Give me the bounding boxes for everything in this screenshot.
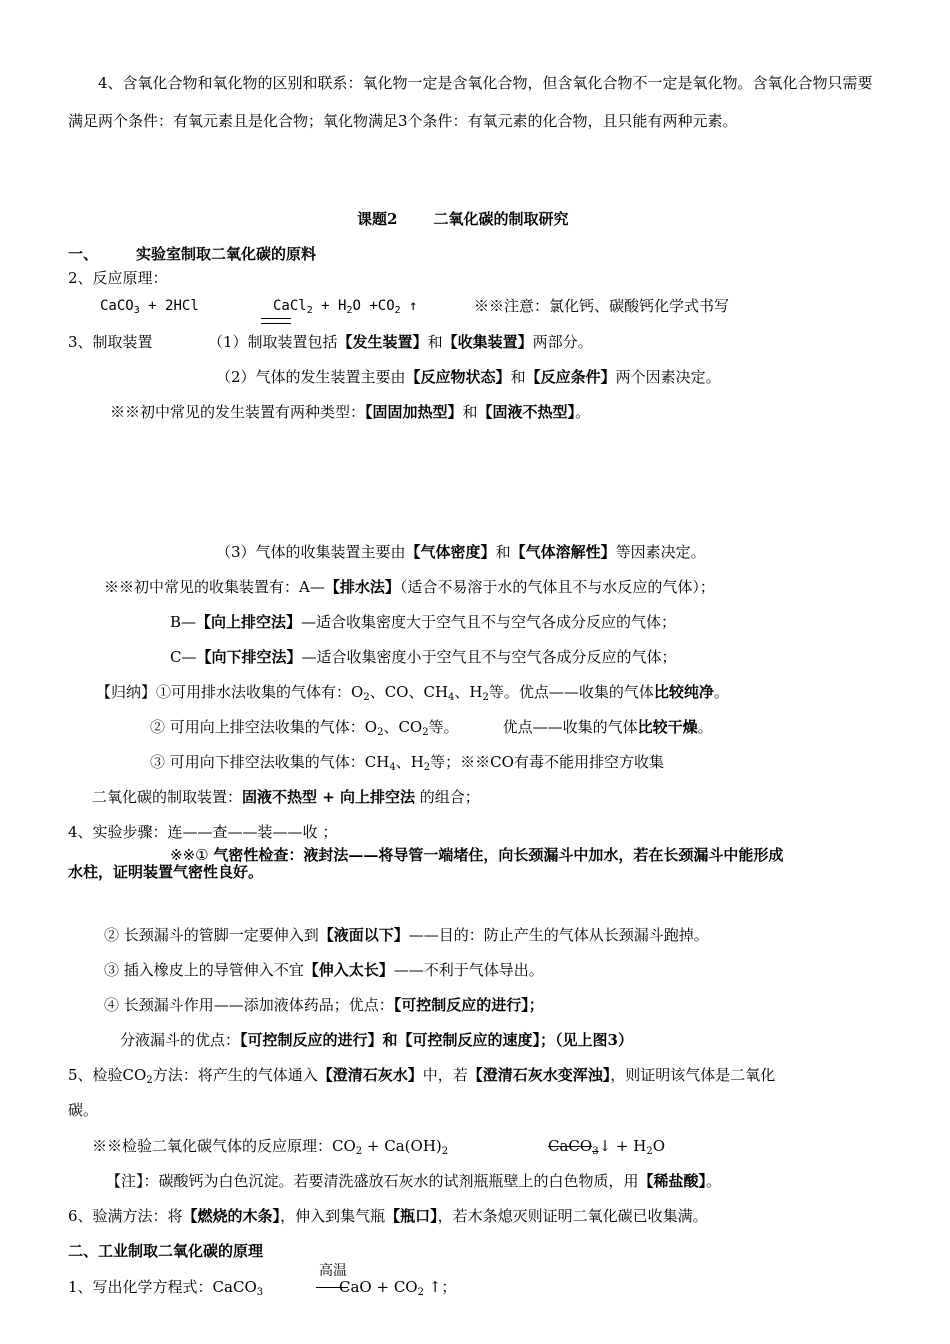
lesson-number: 课题2 [357,210,398,228]
setup-line-5: ※※初中常见的收集装置有：A—【排水法】（适合不易溶于水的气体且不与水反应的气体）； [104,578,715,596]
paragraph-oxide-difference: 4、含氧化合物和氧化物的区别和联系：氧化物一定是含氧化合物，但含氧化合物不一定是氧化物。含氧化合物只需要满足两个条件：有氧元素且是化合物；氧化物满足3个条件：有氧元素的化合物，且只能有两种元素。 [68,74,873,130]
industrial-equation-left: 1、写出化学方程式：CaCO$_3$ [68,1278,264,1298]
section-one-title: 实验室制取二氧化碳的原料 [136,245,317,263]
lesson-title: 二氧化碳的制取研究 [433,210,569,228]
steps-line-3: ③ 插入橡皮上的导管伸入不宜【伸入太长】——不利于气体导出。 [104,961,544,979]
steps-line-4: ④ 长颈漏斗作用——添加液体药品；优点：【可控制反应的进行】； [104,996,544,1014]
lesson-heading [357,209,568,229]
summary-line-2: ② 可用向上排空法收集的气体：$O_2$、$CO_2$等。 优点——收集的气体比较干燥。 [150,718,713,738]
summary-line-4: 二氧化碳的制取装置：固液不热型 + 向上排空法 的组合； [92,788,480,806]
setup-line-4: （3）气体的收集装置主要由【气体密度】和【气体溶解性】等因素决定。 [216,543,706,561]
test-line-1: 5、检验$CO_2$方法：将产生的气体通入【澄清石灰水】中，若【澄清石灰水变浑浊】，则证明该气体是二氧化 [68,1066,776,1086]
industrial-equation-right: CaO + $CO_2$ ↑； [339,1278,457,1298]
setup-label: 3、制取装置 [68,333,153,351]
steps-line-5: 分液漏斗的优点：【可控制反应的进行】和【可控制反应的速度】；（见上图3） [120,1031,633,1049]
test-line-2: 碳。 [68,1101,99,1119]
setup-line-2: （2）气体的发生装置主要由【反应物状态】和【反应条件】两个因素决定。 [216,368,721,386]
reaction-principle-label: 2、反应原理： [68,269,168,287]
full-check-line: 6、验满方法：将【燃烧的木条】，伸入到集气瓶【瓶口】，若木条熄灭则证明二氧化碳已收集满。 [68,1207,708,1225]
setup-line-7: C—【向下排空法】—适合收集密度小于空气且不与空气各成分反应的气体； [170,648,677,666]
test-note: 【注】：碳酸钙为白色沉淀。若要清洗盛放石灰水的试剂瓶瓶壁上的白色物质，用【稀盐酸】。 [106,1172,722,1190]
steps-line-1-cont: 水柱，证明装置气密性良好。 [68,863,264,881]
equation-products: CaCl$_2$ + $H_2O +CO_2$ ↑ [273,298,418,316]
section-one-label: 一、 [68,245,99,263]
test-equation-left: ※※检验二氧化碳气体的反应原理：$CO_2 + Ca(OH)_2$ [92,1137,449,1157]
test-equation-right: CaCO$_3$↓ + $H_2O$ [548,1137,666,1157]
steps-label: 4、实验步骤：连——查——装——收 ； [68,823,338,841]
summary-line-3: ③ 可用向下排空法收集的气体：$CH_4$、$H_2$等；※※CO有毒不能用排空方收集 [150,753,664,773]
section-two-heading: 二、工业制取二氧化碳的原理 [68,1242,264,1260]
setup-line-6: B—【向上排空法】—适合收集密度大于空气且不与空气各成分反应的气体； [170,613,677,631]
section-one-heading [68,244,316,264]
steps-line-1: ※※① 气密性检查：液封法——将导管一端堵住，向长颈漏斗中加水，若在长颈漏斗中能形成 [170,846,784,864]
summary-line-1: 【归纳】①可用排水法收集的气体有：$O_2$、CO、$CH_4$、$H_2$等。优点——收集的气体比较纯净。 [96,683,729,703]
setup-line-1: （1）制取装置包括【发生装置】和【收集装置】两部分。 [208,333,593,351]
equation-equal-sign [261,318,291,324]
industrial-condition: 高温 [319,1263,347,1279]
equation-caco3-hcl: CaCO$_3$ + 2HCl [100,298,199,316]
steps-line-2: ② 长颈漏斗的管脚一定要伸入到【液面以下】——目的：防止产生的气体从长颈漏斗跑掉。 [104,926,709,944]
setup-line-3: ※※初中常见的发生装置有两种类型：【固固加热型】和【固液不热型】。 [110,403,591,421]
equation-note: ※※注意：氯化钙、碳酸钙化学式书写 [474,297,730,315]
